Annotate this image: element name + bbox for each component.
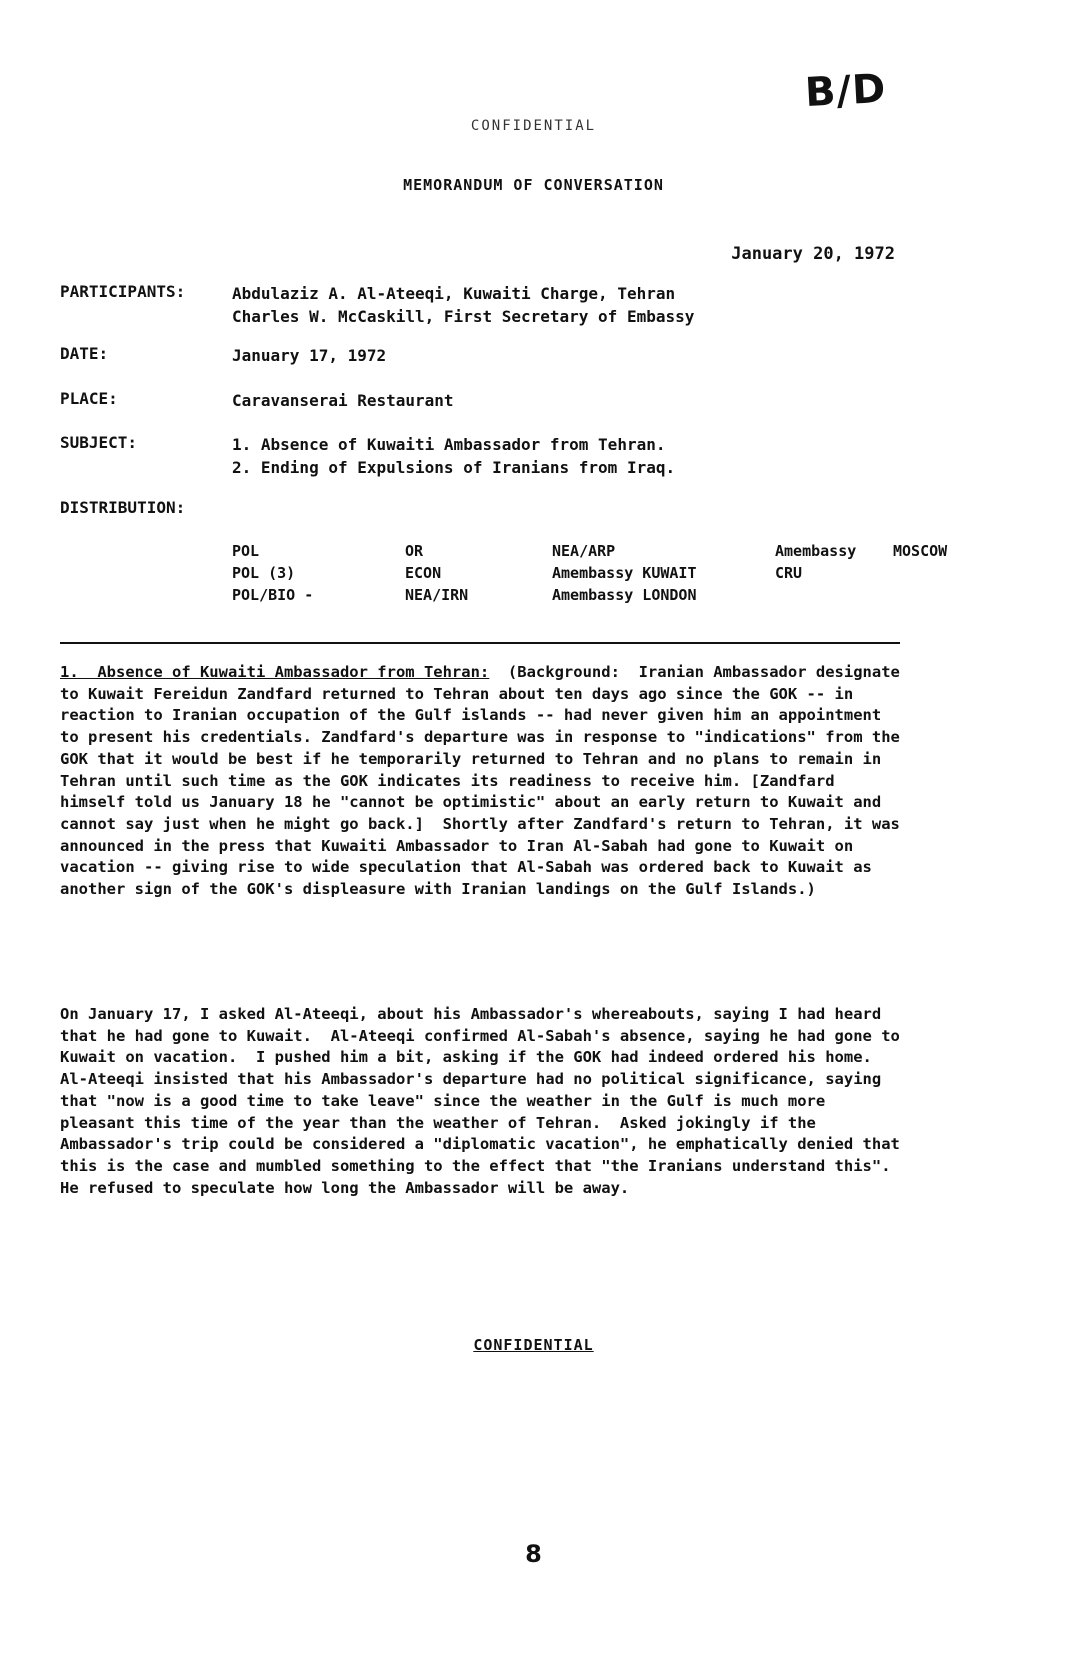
memo-date: January 20, 1972 <box>731 244 895 264</box>
subject-2: 2. Ending of Expulsions of Iranians from Iraq. <box>232 458 676 477</box>
distribution-entry: POL (3) <box>232 564 296 582</box>
participant-1: Abdulaziz A. Al-Ateeqi, Kuwaiti Charge, Tehran <box>232 284 676 303</box>
date-label: DATE: <box>60 344 109 363</box>
distribution-entry: Amembassy LONDON <box>552 586 697 604</box>
distribution-entry: POL/BIO - <box>232 586 314 604</box>
paragraph-2: On January 17, I asked Al-Ateeqi, about his Ambassador's whereabouts, saying I had heard that he had gone to Kuwait. Al-Ateeqi confirmed Al-Sabah's absence, saying he had gone to Kuwait on vacation. I pushed him a bit, asking if the GOK had indeed ordered his home. Al-Ateeqi insisted that his Ambassador's departure had no political significance, saying that "now is a good time to take leave" since the weather in the Gulf is much more pleasant this time of the year than the weather of Tehran. Asked jokingly if the Ambassador's trip could be considered a "diplomatic vacation", he emphatically denied that this is the case and mumbled something to the effect that "the Iranians understand this". He refused to speculate how long the Ambassador will be away. <box>60 1005 910 1197</box>
subject-1: 1. Absence of Kuwaiti Ambassador from Tehran. <box>232 435 666 454</box>
distribution-col-1 <box>232 540 313 606</box>
distribution-entry: Amembassy <box>775 542 857 560</box>
memo-title: MEMORANDUM OF CONVERSATION <box>403 176 664 194</box>
paragraph-1 <box>60 662 910 901</box>
handwritten-mark: B/D <box>803 65 888 117</box>
distribution-entry: ECON <box>405 564 442 582</box>
distribution-entry: Amembassy KUWAIT <box>552 564 697 582</box>
paragraph-1-text: (Background: Iranian Ambassador designate to Kuwait Fereidun Zandfard returned to Tehran about ten days ago since the GOK -- in reaction to Iranian occupation of the Gulf islands -- had never given him an appointment to present his credentials. Zandfard's departure was in response to "indications" from the GOK that it would be best if he temporarily returned to Tehran and no plans to remain in Tehran until such time as the GOK indicates its readiness to receive him. [Zandfard himself told us January 18 he "cannot be optimistic" about an early return to Kuwait and cannot say just when he might go back.] Shortly after Zandfard's return to Tehran, it was announced in the press that Kuwaiti Ambassador to Iran Al-Sabah had gone to Kuwait on vacation -- giving rise to wide speculation that Al-Sabah was ordered back to Kuwait as another sign of the GOK's displeasure with Iranian landings on the Gulf Islands.) <box>60 663 910 899</box>
distribution-col-3 <box>552 540 697 606</box>
subject-label: SUBJECT: <box>60 433 138 452</box>
distribution-col-2 <box>405 540 468 606</box>
divider-rule <box>60 642 900 644</box>
place-value: Caravanserai Restaurant <box>232 391 454 410</box>
date-value: January 17, 1972 <box>232 346 387 365</box>
participants-label: PARTICIPANTS: <box>60 282 186 301</box>
page-number: 8 <box>525 1540 542 1568</box>
participant-2: Charles W. McCaskill, First Secretary of Embassy <box>232 307 695 326</box>
distribution-entry: POL <box>232 542 260 560</box>
distribution-label: DISTRIBUTION: <box>60 498 186 517</box>
place-label: PLACE: <box>60 389 118 408</box>
distribution-entry: MOSCOW <box>893 542 948 560</box>
paragraph-1-heading: 1. Absence of Kuwaiti Ambassador from Tehran: <box>60 663 490 681</box>
distribution-col-4 <box>775 540 856 584</box>
distribution-col-5 <box>893 540 947 562</box>
distribution-entry: CRU <box>775 564 803 582</box>
distribution-entry: NEA/ARP <box>552 542 616 560</box>
distribution-entry: OR <box>405 542 424 560</box>
distribution-entry: NEA/IRN <box>405 586 469 604</box>
classification-top: CONFIDENTIAL <box>470 118 597 134</box>
classification-bottom: CONFIDENTIAL <box>473 1336 594 1354</box>
